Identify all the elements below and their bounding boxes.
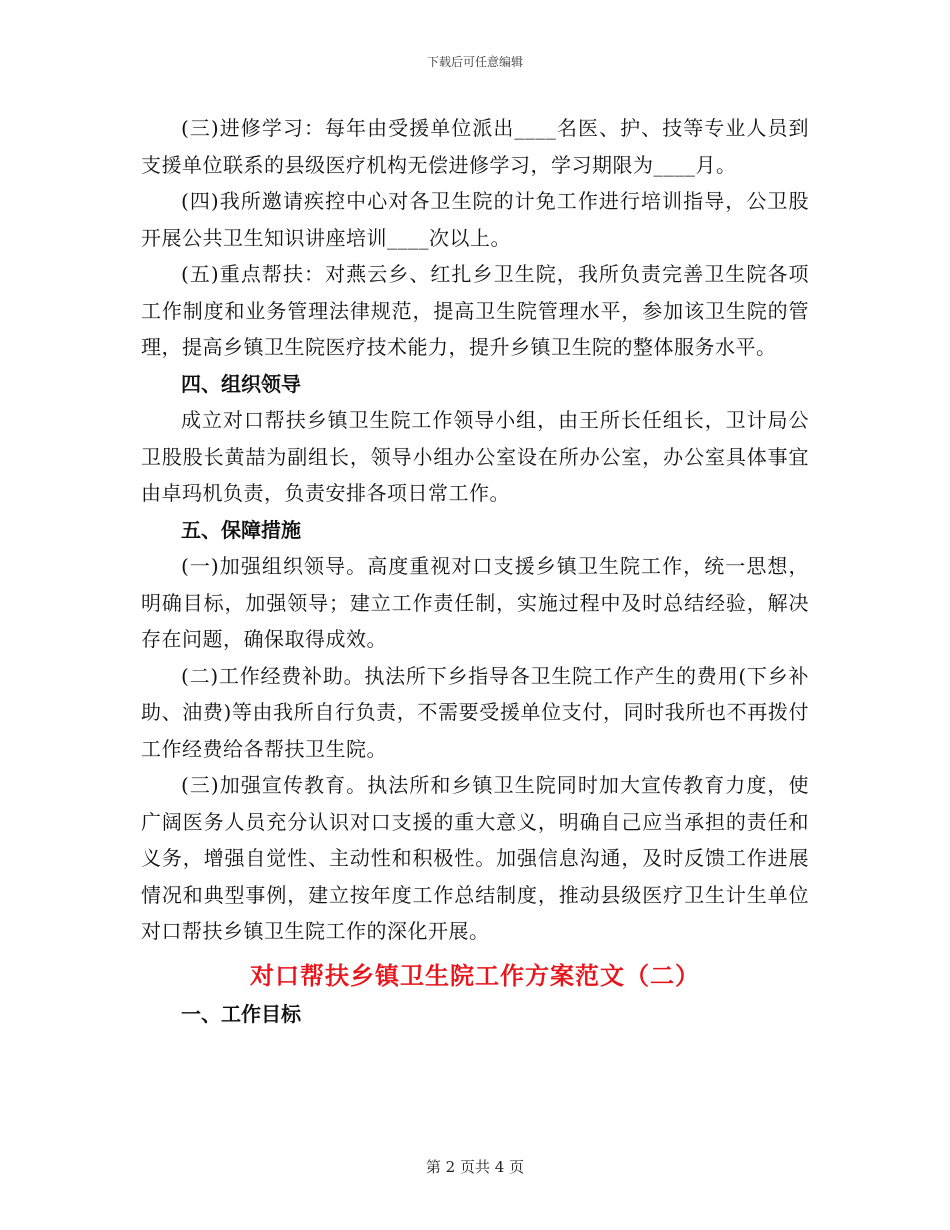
section-heading-safeguards: 五、保障措施 xyxy=(181,517,301,542)
paragraph-safeguard-leadership: (一)加强组织领导。高度重视对口支援乡镇卫生院工作，统一思想，明确目标，加强领导；建立工作责任制，实施过程中及时总结经验，解决存在问题，确保取得成效。 xyxy=(141,554,809,651)
section-heading-goals: 一、工作目标 xyxy=(181,1001,301,1026)
paragraph-safeguard-funding: (二)工作经费补助。执法所下乡指导各卫生院工作产生的费用(下乡补助、油费)等由我所自行负责，不需要受援单位支付，同时我所也不再拨付工作经费给各帮扶卫生院。 xyxy=(141,663,809,761)
paragraph-cdc-training: (四)我所邀请疾控中心对各卫生院的计免工作进行培训指导，公卫股开展公共卫生知识讲座培训____次以上。 xyxy=(141,189,809,250)
paragraph-training: (三)进修学习：每年由受援单位派出____名医、护、技等专业人员到支援单位联系的县级医疗机构无偿进修学习，学习期限为____月。 xyxy=(141,116,809,177)
document-body xyxy=(141,110,809,1032)
paragraph-key-support: (五)重点帮扶：对燕云乡、红扎乡卫生院，我所负责完善卫生院各项工作制度和业务管理法律规范，提高卫生院管理水平，参加该卫生院的管理，提高乡镇卫生院医疗技术能力，提升乡镇卫生院的整体服务水平。 xyxy=(141,262,809,359)
paragraph-organization: 成立对口帮扶乡镇卫生院工作领导小组，由王所长任组长，卫计局公卫股股长黄喆为副组长，领导小组办公室设在所办公室，办公室具体事宜由卓玛机负责，负责安排各项日常工作。 xyxy=(141,408,809,505)
page-header-note: 下载后可任意编辑 xyxy=(426,55,523,69)
page-footer-number: 第 2 页共 4 页 xyxy=(425,1158,525,1176)
paragraph-safeguard-publicity: (三)加强宣传教育。执法所和乡镇卫生院同时加大宣传教育力度，使广阔医务人员充分认识对口支援的重大意义，明确自己应当承担的责任和义务，增强自觉性、主动性和积极性。加强信息沟通，及时反馈工作进展情况和典型事例，建立按年度工作总结制度，推动县级医疗卫生计生单位对口帮扶乡镇卫生院工作的深化开展。 xyxy=(141,773,809,943)
document-title-part-two: 对口帮扶乡镇卫生院工作方案范文（二） xyxy=(250,961,700,990)
section-heading-organization: 四、组织领导 xyxy=(181,371,301,396)
